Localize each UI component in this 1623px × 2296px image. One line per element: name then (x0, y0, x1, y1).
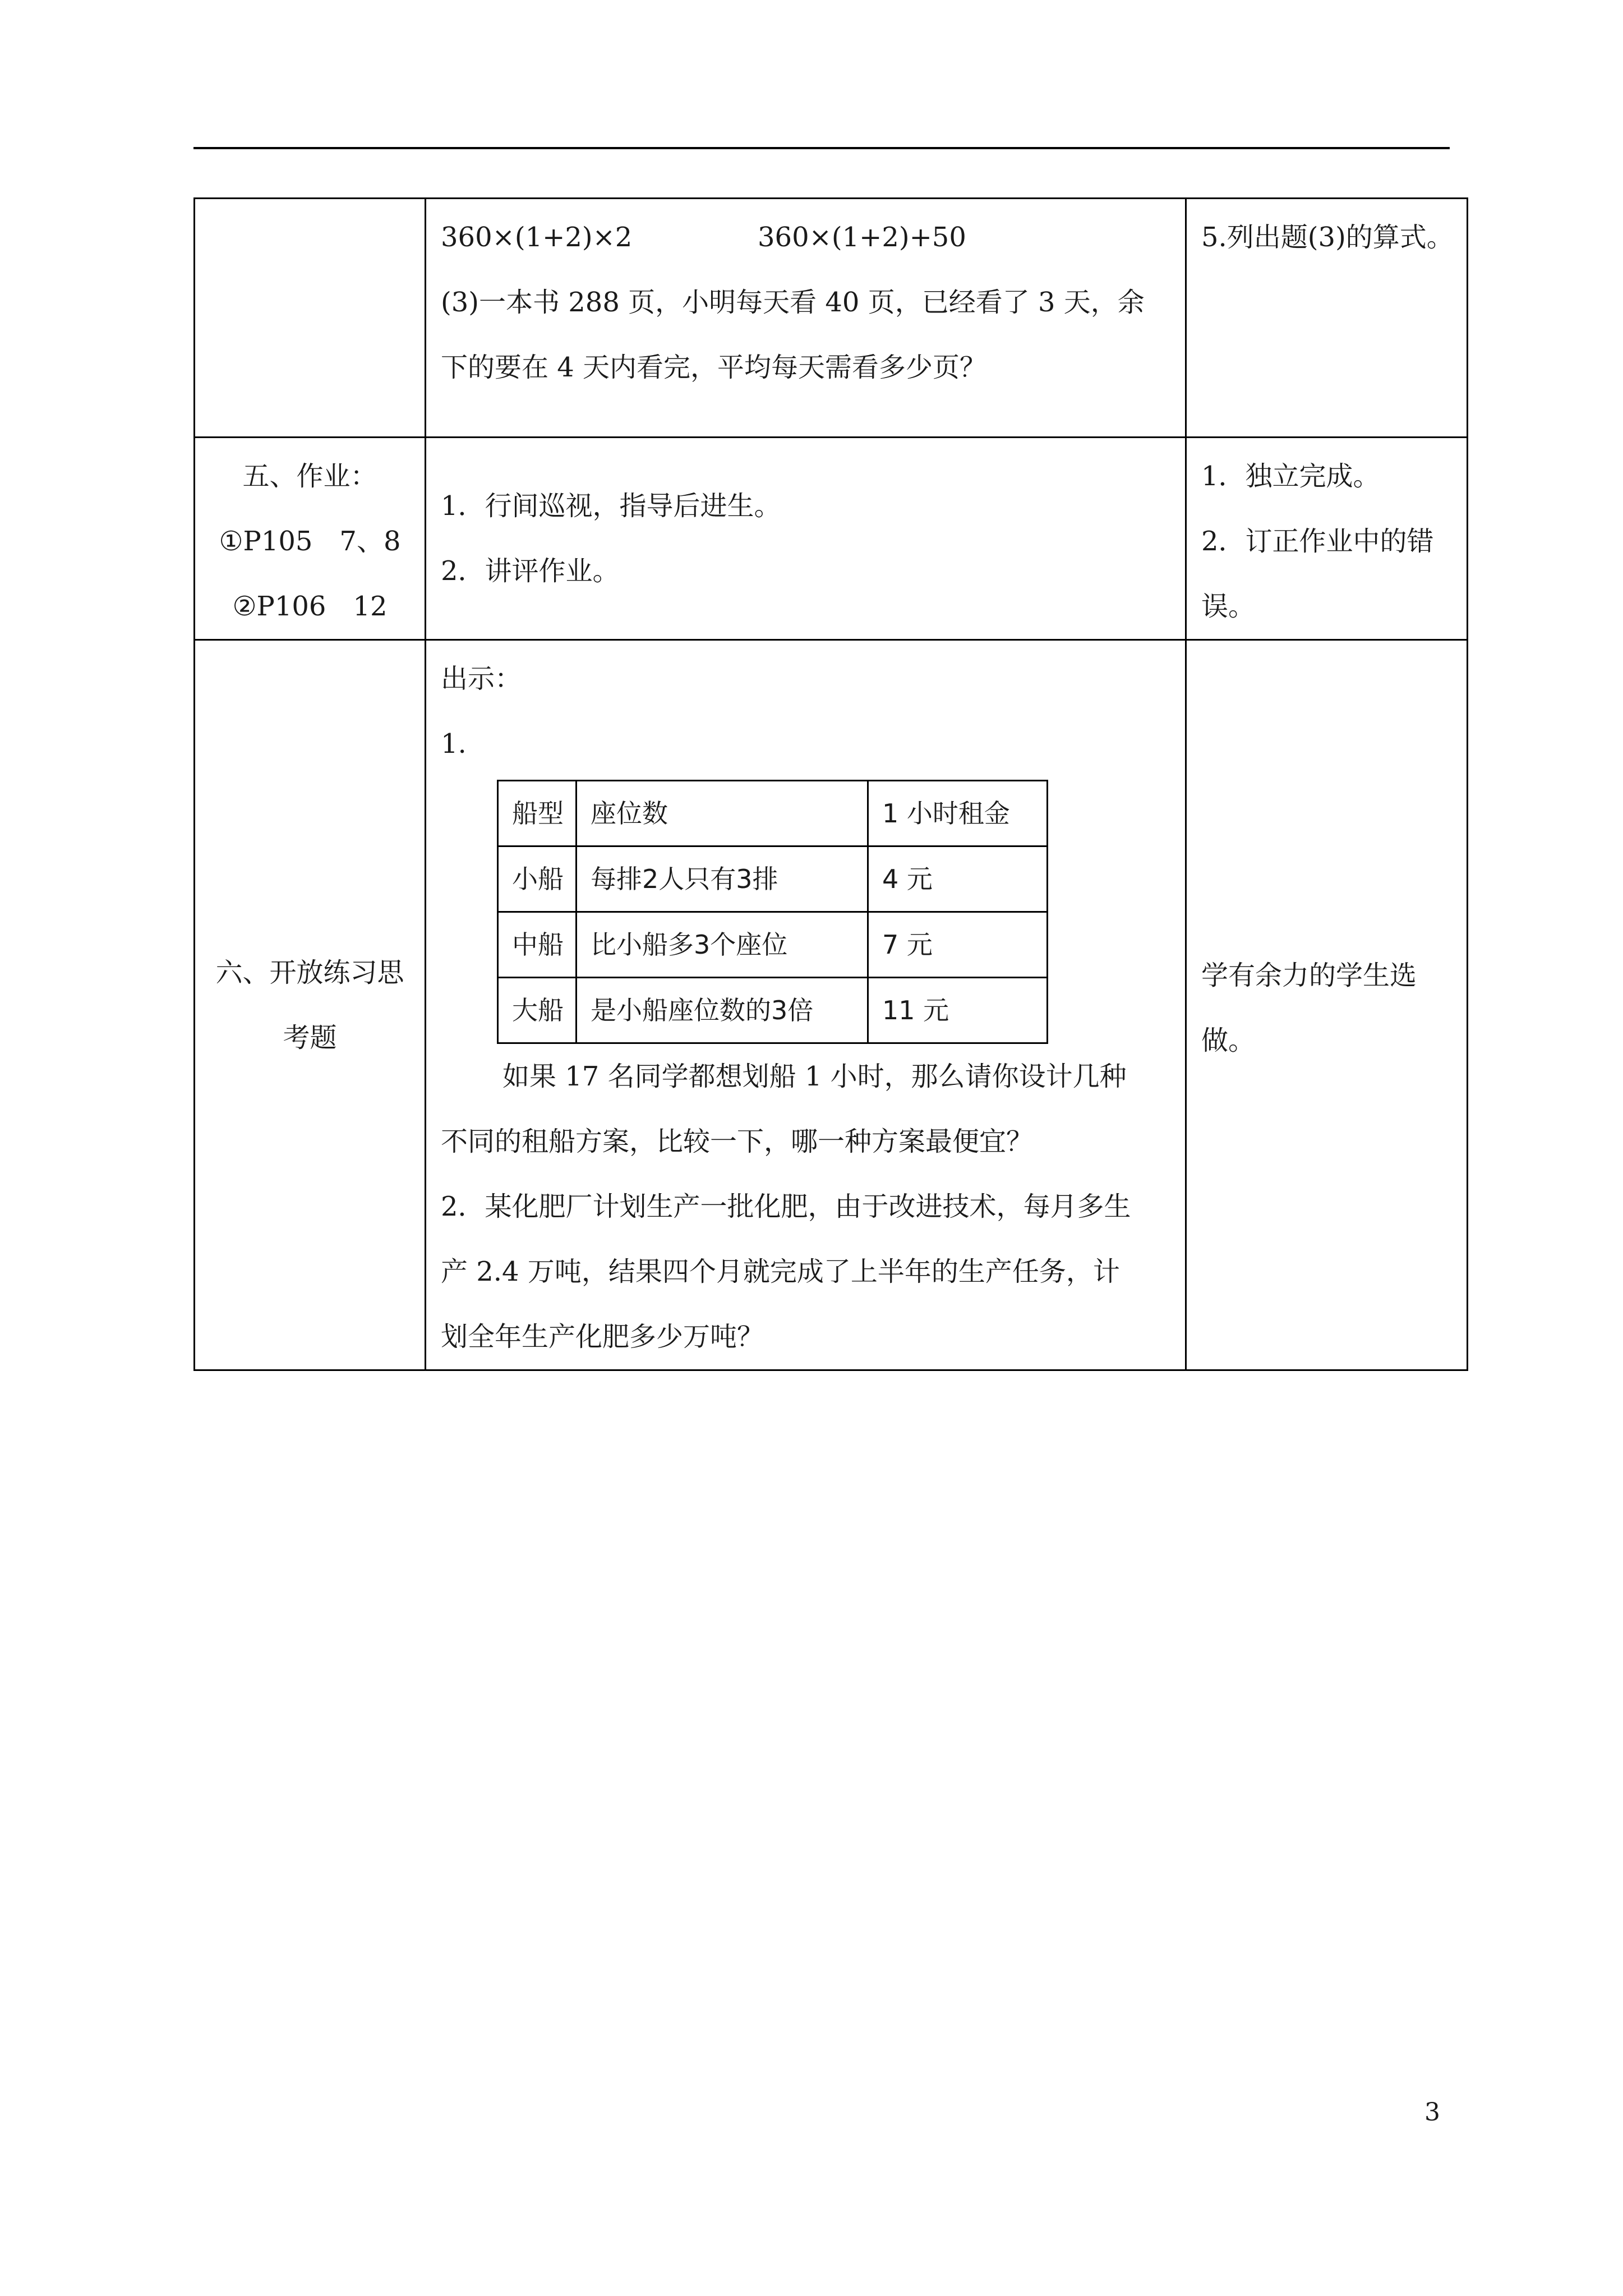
homework-item: ①P105 7、8 (219, 526, 401, 557)
intro-text: 出示： (441, 663, 522, 694)
header-cell: 座位数 (577, 781, 868, 846)
table-cell: 4 元 (868, 846, 1048, 912)
text-line: 下的要在 4 天内看完，平均每天需看多少页？ (441, 352, 987, 383)
teacher-activity-cell (426, 640, 1186, 1370)
text-line: (3)一本书 288 页，小明每天看 40 页，已经看了 3 天，余 (441, 287, 1145, 318)
student-activity-cell (1186, 199, 1468, 438)
text-line: 2．订正作业中的错 (1201, 526, 1434, 557)
stage-title: 五、作业： (242, 461, 377, 492)
table-cell: 中船 (498, 912, 577, 978)
table-row (195, 640, 1468, 1370)
student-activity-cell (1186, 640, 1468, 1370)
table-cell: 比小船多3个座位 (577, 912, 868, 978)
table-cell: 11 元 (868, 978, 1048, 1043)
table-cell: 大船 (498, 978, 577, 1043)
table-row (195, 438, 1468, 640)
header-cell: 船型 (498, 781, 577, 846)
text-line: 划全年生产化肥多少万吨？ (441, 1321, 764, 1352)
header-rule (193, 147, 1450, 149)
stage-cell (195, 199, 426, 438)
text-line: 2．某化肥厂计划生产一批化肥，由于改进技术，每月多生 (441, 1191, 1131, 1222)
table-cell: 是小船座位数的3倍 (577, 978, 868, 1043)
stage-cell (195, 640, 426, 1370)
stage-title: 考题 (283, 1022, 337, 1053)
text-line: 2．讲评作业。 (441, 555, 620, 587)
table-row (498, 978, 1048, 1043)
text-line: 如果 17 名同学都想划船 1 小时，那么请你设计几种 (502, 1061, 1127, 1092)
table-row (498, 912, 1048, 978)
boat-rental-table (497, 780, 1048, 1044)
text-line: 产 2.4 万吨，结果四个月就完成了上半年的生产任务，计 (441, 1256, 1120, 1287)
text-line: 1．行间巡视，指导后进生。 (441, 490, 781, 522)
teacher-activity-cell (426, 199, 1186, 438)
page-number: 3 (1424, 2098, 1440, 2127)
table-cell: 7 元 (868, 912, 1048, 978)
teacher-activity-cell (426, 438, 1186, 640)
text-line: 5.列出题(3)的算式。 (1201, 222, 1454, 253)
homework-item: ②P106 12 (232, 591, 388, 622)
item-label: 1. (441, 728, 467, 760)
text-line: 误。 (1201, 591, 1256, 622)
table-cell: 小船 (498, 846, 577, 912)
text-line: 学有余力的学生选 (1201, 959, 1417, 991)
table-row (498, 846, 1048, 912)
table-cell: 每排2人只有3排 (577, 846, 868, 912)
text-line: 不同的租船方案，比较一下，哪一种方案最便宜？ (441, 1126, 1034, 1157)
table-header-row (498, 781, 1048, 846)
formula-line (441, 205, 1174, 270)
text-line: 做。 (1201, 1024, 1256, 1056)
text-line: 1．独立完成。 (1201, 461, 1380, 492)
formula-right: 360×(1+2)+50 (758, 222, 966, 253)
formula-left: 360×(1+2)×2 (441, 222, 633, 253)
stage-title: 六、开放练习思 (215, 956, 404, 988)
student-activity-cell (1186, 438, 1468, 640)
header-cell: 1 小时租金 (868, 781, 1048, 846)
table-row (195, 199, 1468, 438)
stage-cell (195, 438, 426, 640)
lesson-plan-table (193, 197, 1468, 1371)
